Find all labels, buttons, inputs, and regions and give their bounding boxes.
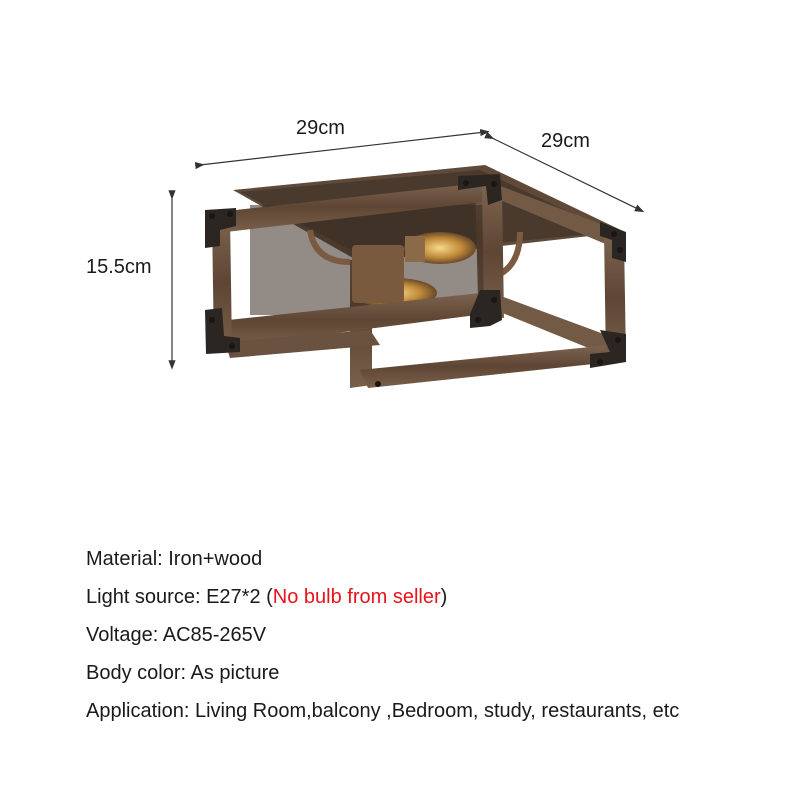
no-bulb-note: No bulb from seller: [272, 586, 441, 608]
bulb-icon: [404, 232, 476, 264]
height-dimension-label: 15.5cm: [86, 256, 152, 278]
material-spec: Material: Iron+wood: [86, 548, 263, 570]
light-source-close: ): [440, 586, 448, 608]
voltage-spec: Voltage: AC85-265V: [86, 624, 267, 646]
light-source-label: Light source: E27*2 (: [86, 586, 273, 608]
application-spec: Application: Living Room,balcony ,Bedroom, study, restaurants, etc: [86, 700, 680, 722]
width-dimension-label: 29cm: [296, 117, 345, 139]
body-color-spec: Body color: As picture: [86, 662, 280, 684]
depth-dimension-label: 29cm: [541, 130, 590, 152]
width-dimension-arrow: [200, 132, 485, 165]
light-source-spec: [86, 578, 679, 616]
product-specifications: [86, 540, 679, 730]
